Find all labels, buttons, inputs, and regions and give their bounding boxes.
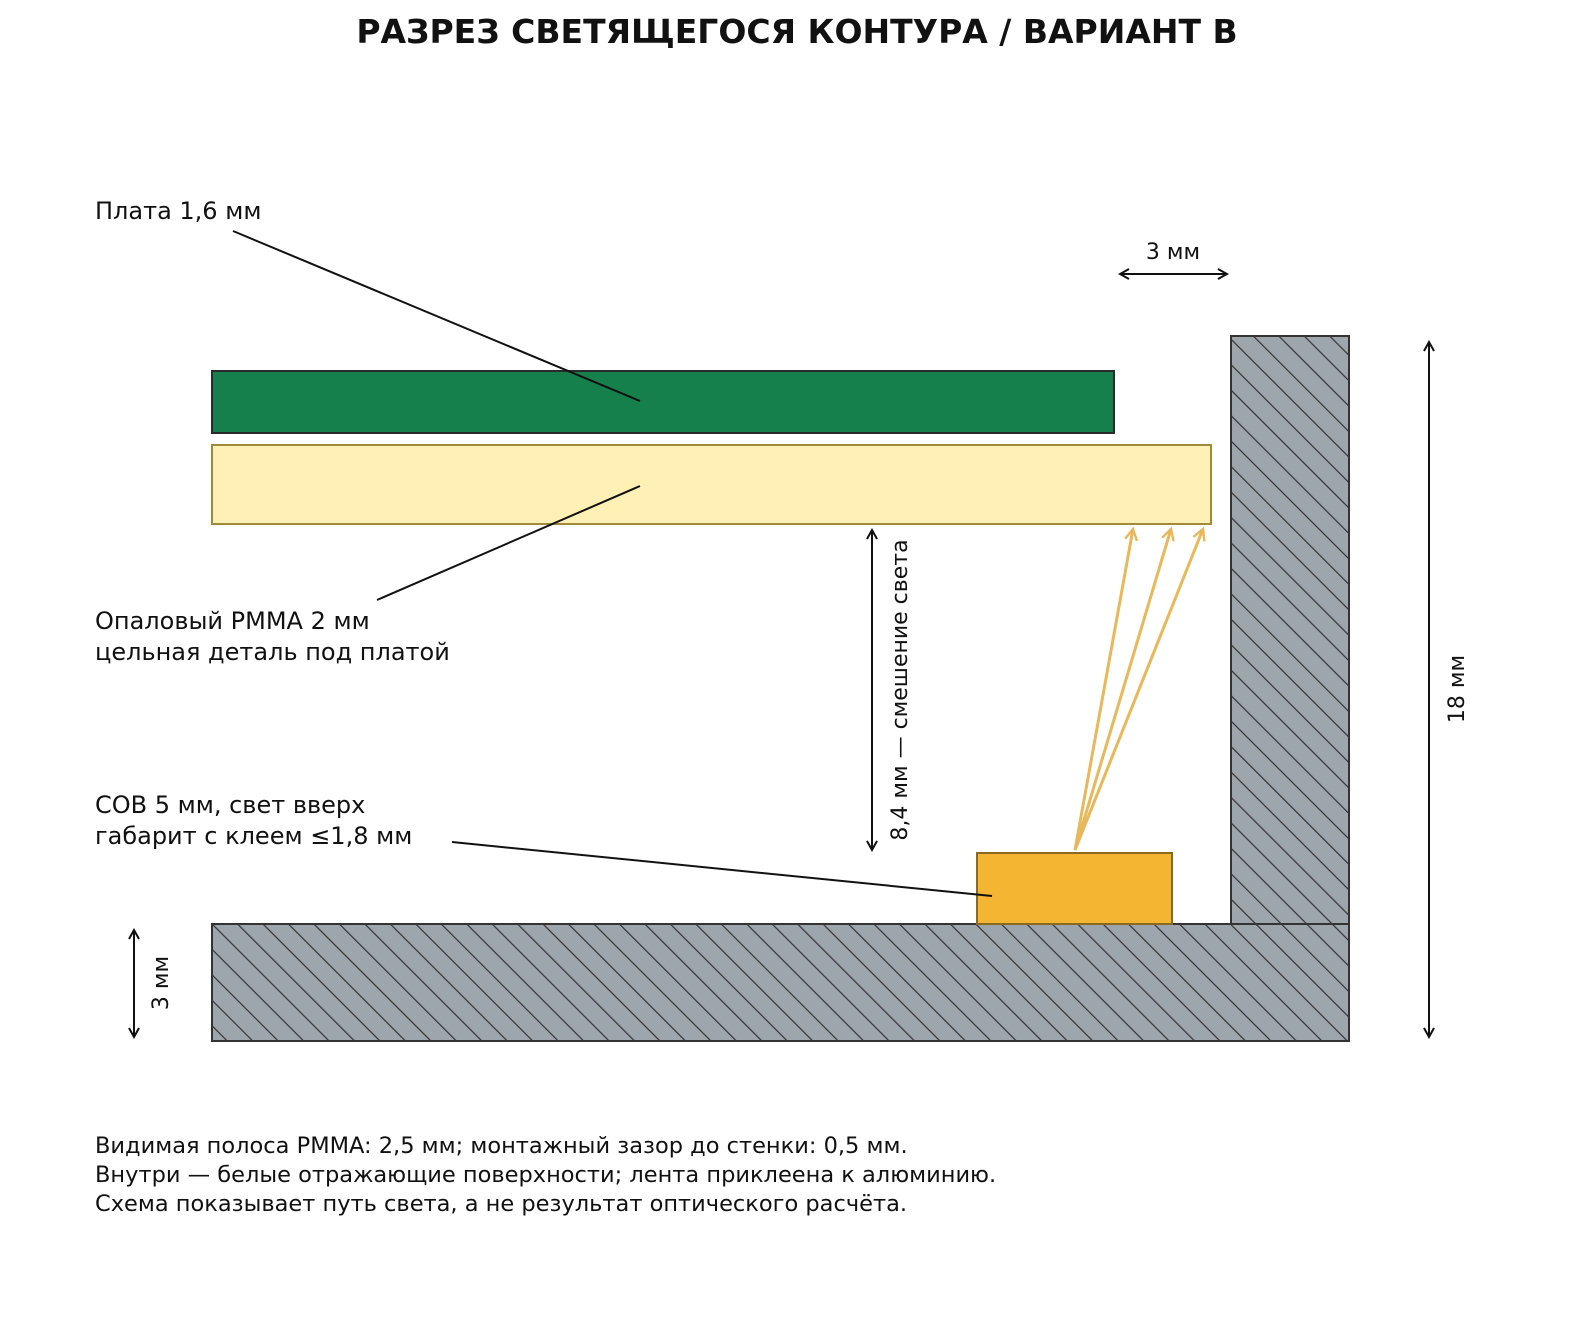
cob-label-line1: COB 5 мм, свет вверх <box>95 791 366 819</box>
note-line-1: Видимая полоса PMMA: 2,5 мм; монтажный зазор до стенки: 0,5 мм. <box>95 1133 908 1159</box>
circuit-board <box>212 371 1114 433</box>
note-line-2: Внутри — белые отражающие поверхности; лента приклеена к алюминию. <box>95 1162 997 1188</box>
pmma-label-line2: цельная деталь под платой <box>95 638 450 666</box>
cob-label-line2: габарит с клеем ≤1,8 мм <box>95 822 413 850</box>
note-line-3: Схема показывает путь света, а не результат оптического расчёта. <box>95 1191 908 1217</box>
cob-led-strip <box>977 853 1172 924</box>
pmma-diffuser <box>212 445 1211 524</box>
top-gap-dimension-label: 3 мм <box>1145 240 1201 265</box>
base-thickness-dimension-label: 3 мм <box>149 955 174 1011</box>
aluminium-wall <box>1231 336 1349 924</box>
pmma-label-line1: Опаловый PMMA 2 мм <box>95 607 370 635</box>
page-title: РАЗРЕЗ СВЕТЯЩЕГОСЯ КОНТУРА / ВАРИАНТ B <box>356 12 1238 51</box>
cob-leader-line <box>452 842 992 896</box>
aluminium-base <box>212 924 1349 1041</box>
total-height-dimension-label: 18 мм <box>1445 654 1470 724</box>
light-mixing-dimension-label: 8,4 мм — смешение света <box>888 539 913 841</box>
light-ray-3 <box>1075 529 1203 850</box>
board-label: Плата 1,6 мм <box>95 197 262 225</box>
